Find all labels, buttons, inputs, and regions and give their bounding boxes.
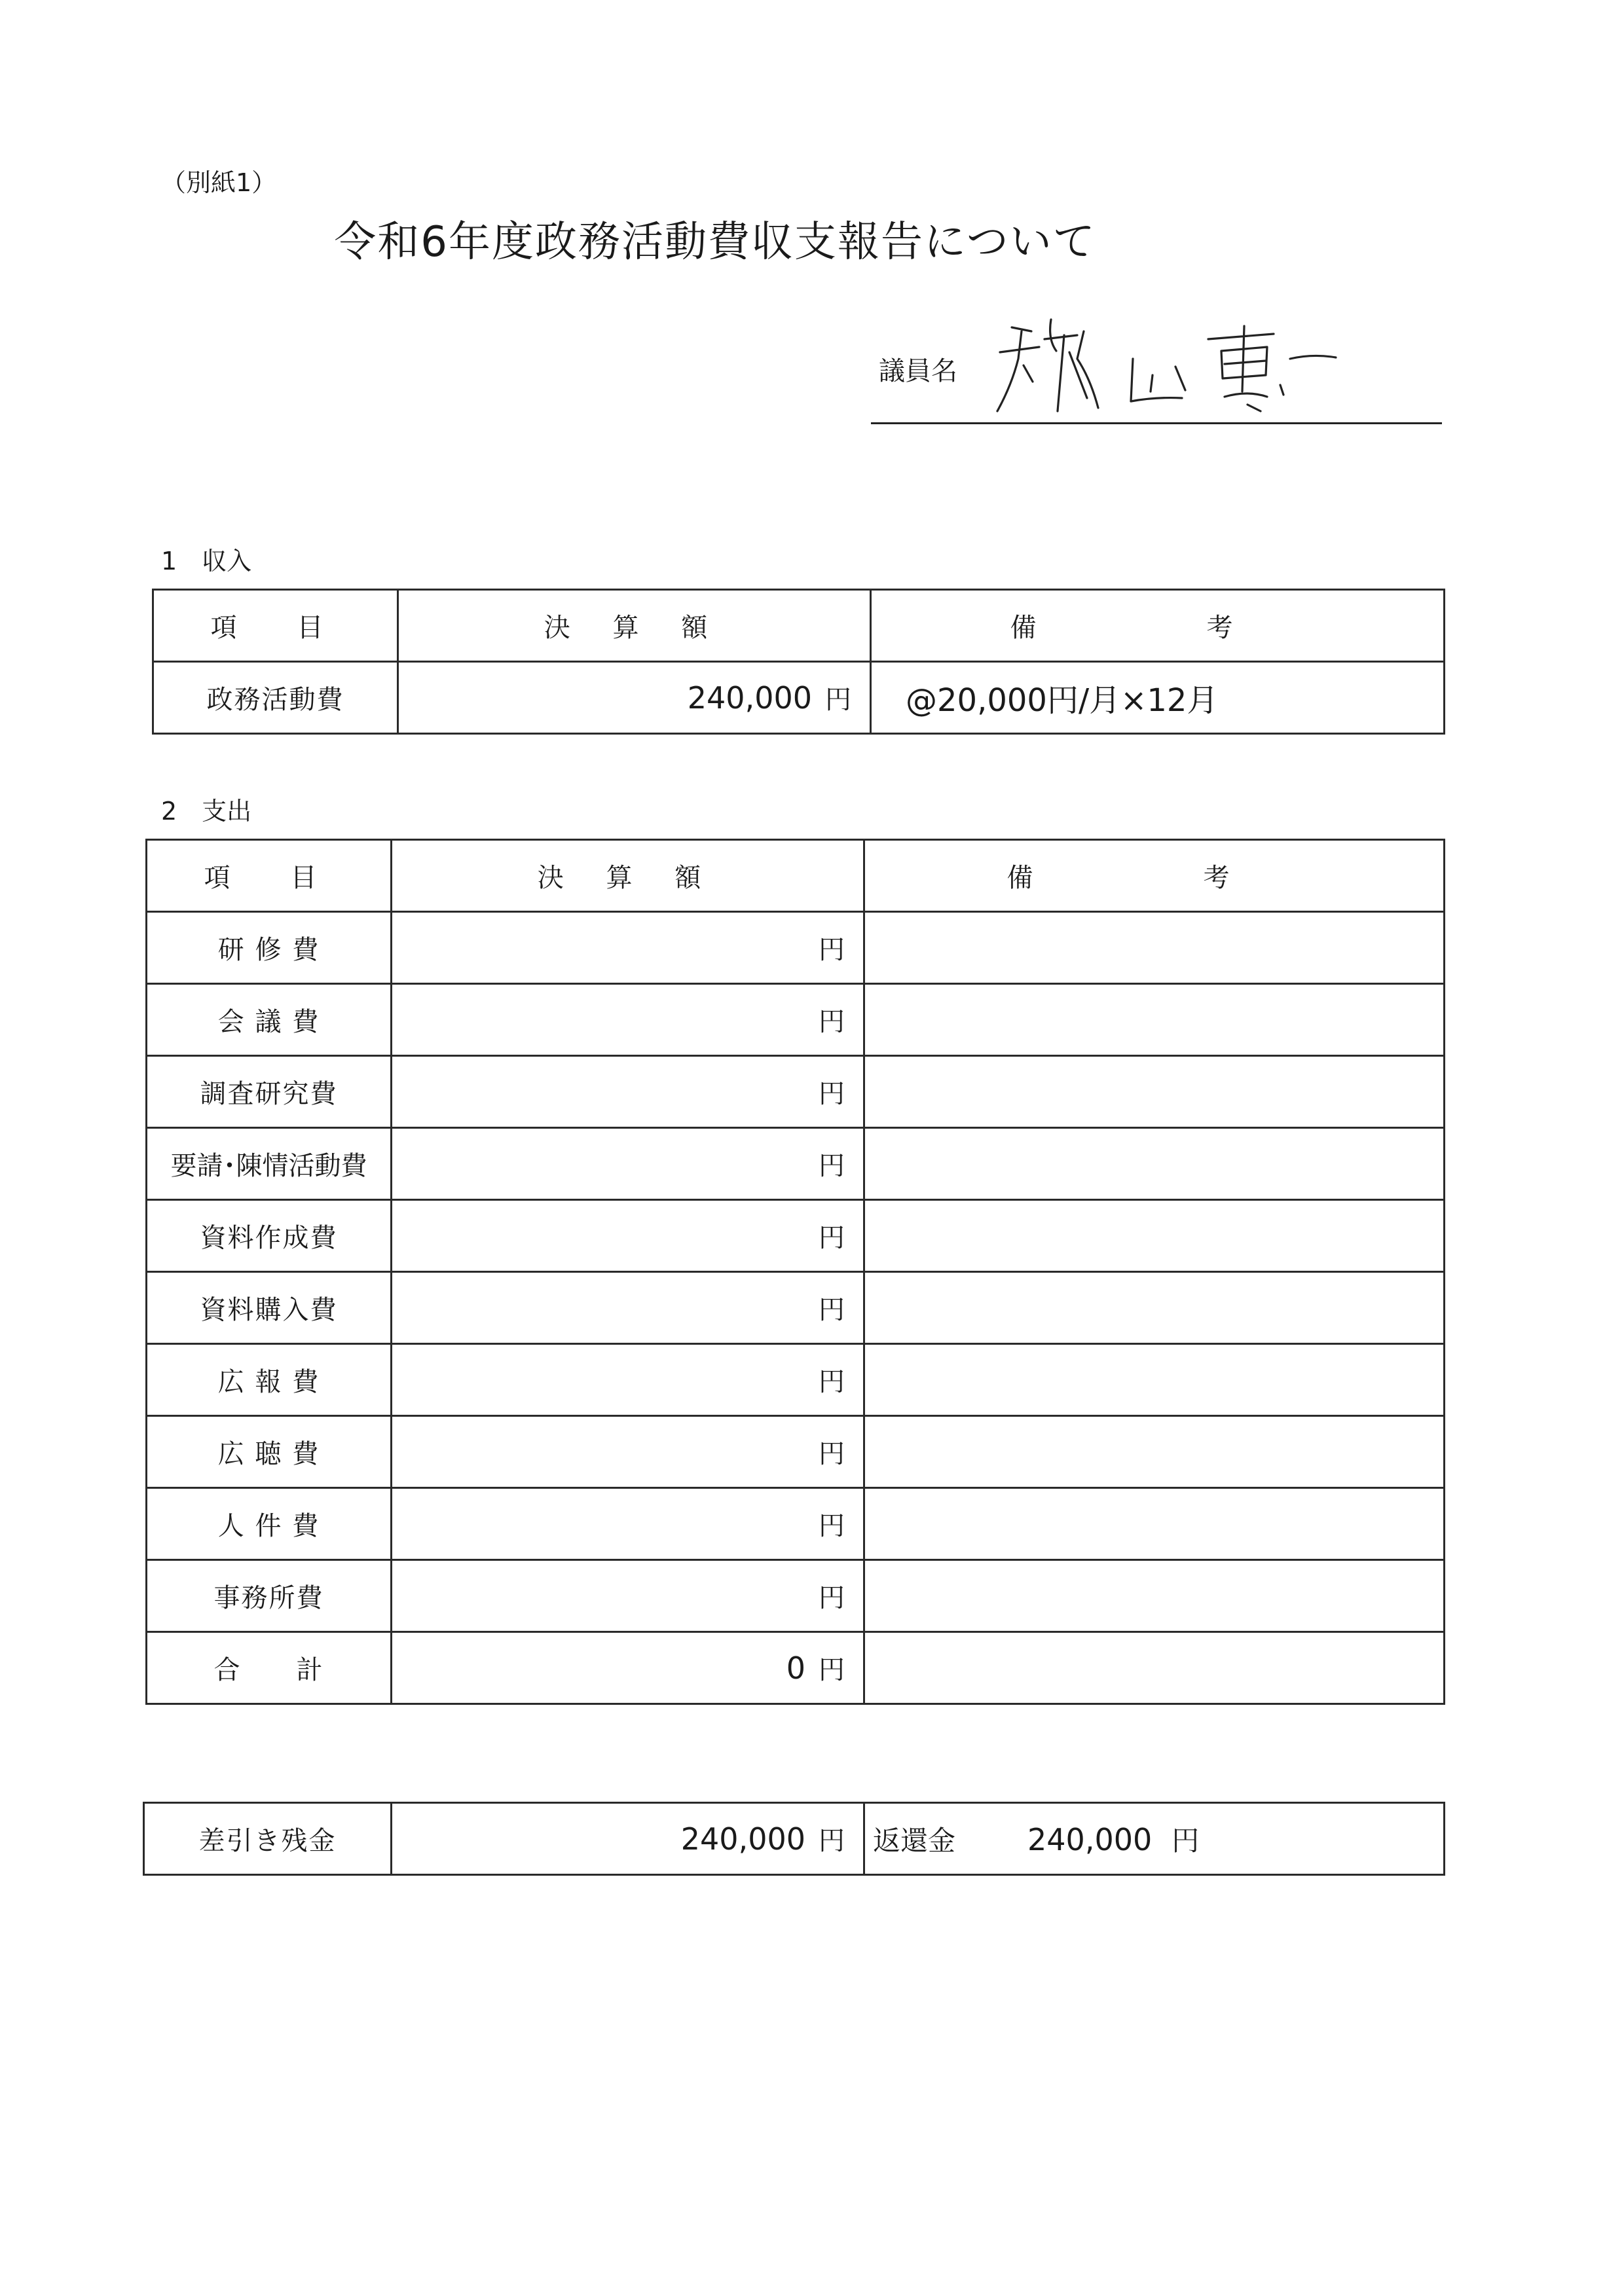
expense-item: 事務所費	[147, 1560, 392, 1632]
balance-table	[143, 1802, 1445, 1876]
expense-note	[864, 912, 1445, 984]
table-row	[147, 1416, 1445, 1488]
header-amount: 決 算 額	[392, 840, 864, 912]
expense-item: 人 件 費	[147, 1488, 392, 1560]
total-amount-cell	[392, 1632, 864, 1704]
total-label: 合 計	[147, 1632, 392, 1704]
expense-amount-cell	[392, 1344, 864, 1416]
expense-amount-cell	[392, 1416, 864, 1488]
expense-item: 広 報 費	[147, 1344, 392, 1416]
header-amount: 決 算 額	[398, 590, 871, 662]
expense-header-row	[147, 840, 1445, 912]
refund-cell	[864, 1803, 1445, 1875]
income-table	[152, 589, 1445, 735]
balance-amount: 240,000	[680, 1821, 805, 1857]
total-note	[864, 1632, 1445, 1704]
expense-note	[864, 1416, 1445, 1488]
expense-item: 調査研究費	[147, 1056, 392, 1128]
table-row	[147, 1056, 1445, 1128]
refund-label: 返還金	[873, 1824, 956, 1857]
signature-line	[871, 422, 1442, 424]
table-row	[153, 662, 1445, 734]
expense-unit: 円	[819, 1151, 845, 1181]
expense-table	[145, 839, 1445, 1705]
expense-unit: 円	[819, 1511, 845, 1541]
expense-item: 要請･陳情活動費	[147, 1128, 392, 1200]
expense-amount-cell	[392, 912, 864, 984]
income-item: 政務活動費	[153, 662, 398, 734]
income-header-row	[153, 590, 1445, 662]
total-unit: 円	[819, 1655, 845, 1685]
expense-note	[864, 1344, 1445, 1416]
expense-unit: 円	[819, 935, 845, 965]
header-note: 備 考	[864, 840, 1445, 912]
expense-amount-cell	[392, 1272, 864, 1344]
table-row	[147, 1128, 1445, 1200]
expense-amount-cell	[392, 984, 864, 1056]
total-amount: 0	[786, 1650, 805, 1686]
expense-amount-cell	[392, 1560, 864, 1632]
expense-note	[864, 1056, 1445, 1128]
header-item: 項 目	[147, 840, 392, 912]
balance-unit: 円	[819, 1826, 845, 1856]
table-row	[147, 912, 1445, 984]
total-row	[147, 1632, 1445, 1704]
expense-amount-cell	[392, 1056, 864, 1128]
table-row	[147, 1344, 1445, 1416]
expense-section-title: 2 支出	[161, 797, 252, 826]
balance-amount-cell	[392, 1803, 864, 1875]
expense-note	[864, 984, 1445, 1056]
expense-unit: 円	[819, 1583, 845, 1613]
handwritten-signature	[986, 313, 1339, 424]
expense-unit: 円	[819, 1223, 845, 1253]
expense-note	[864, 1128, 1445, 1200]
expense-item: 資料作成費	[147, 1200, 392, 1272]
table-row	[147, 984, 1445, 1056]
expense-item: 広 聴 費	[147, 1416, 392, 1488]
expense-unit: 円	[819, 1079, 845, 1109]
table-row	[147, 1560, 1445, 1632]
income-amount: 240,000	[687, 680, 812, 716]
expense-amount-cell	[392, 1128, 864, 1200]
expense-item: 研 修 費	[147, 912, 392, 984]
refund-amount: 240,000	[1027, 1821, 1153, 1857]
expense-unit: 円	[819, 1439, 845, 1469]
member-name-label: 議員名	[879, 356, 957, 386]
income-section-title: 1 収入	[161, 547, 252, 575]
header-item: 項 目	[153, 590, 398, 662]
expense-item: 会 議 費	[147, 984, 392, 1056]
table-row	[147, 1200, 1445, 1272]
income-unit: 円	[825, 685, 851, 715]
table-row	[147, 1272, 1445, 1344]
table-row	[147, 1488, 1445, 1560]
refund-unit: 円	[1172, 1824, 1200, 1857]
page-title-text: 令和6年度政務活動費収支報告について	[334, 218, 1096, 266]
balance-row	[144, 1803, 1445, 1875]
expense-note	[864, 1560, 1445, 1632]
expense-amount-cell	[392, 1488, 864, 1560]
expense-unit: 円	[819, 1367, 845, 1397]
balance-label: 差引き残金	[144, 1803, 392, 1875]
expense-note	[864, 1488, 1445, 1560]
expense-amount-cell	[392, 1200, 864, 1272]
attachment-label: （別紙1）	[161, 168, 277, 197]
header-note: 備 考	[871, 590, 1445, 662]
expense-unit: 円	[819, 1007, 845, 1037]
expense-note	[864, 1200, 1445, 1272]
expense-item: 資料購入費	[147, 1272, 392, 1344]
income-note: @20,000円/月×12月	[871, 662, 1445, 734]
income-amount-cell	[398, 662, 871, 734]
expense-note	[864, 1272, 1445, 1344]
expense-unit: 円	[819, 1295, 845, 1325]
page-title	[0, 208, 1624, 268]
